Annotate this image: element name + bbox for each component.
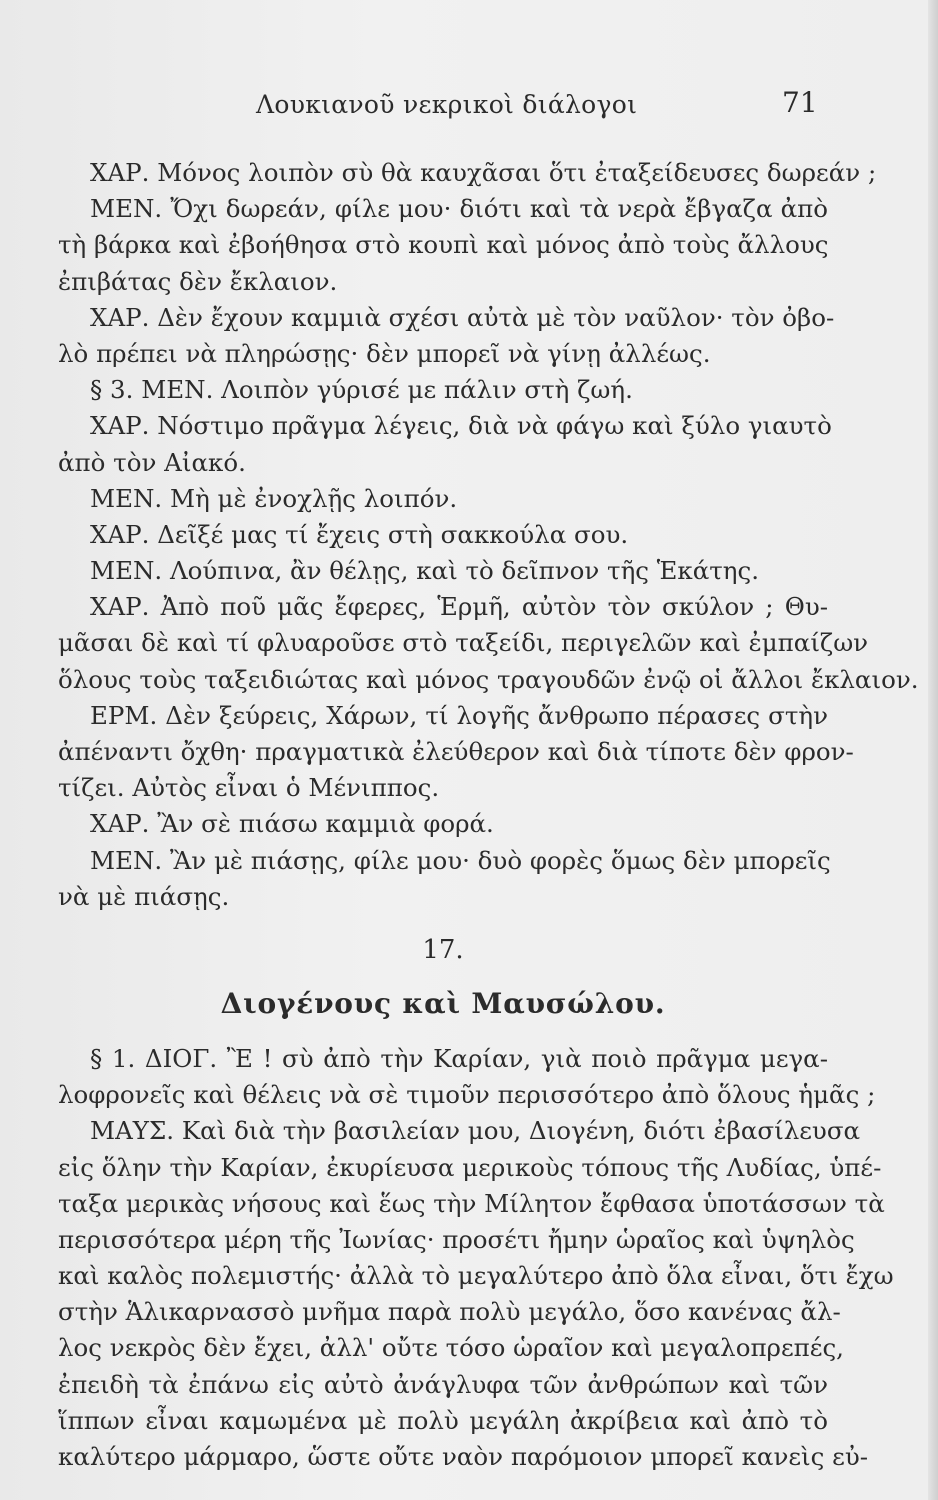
text-line: ΧΑΡ. Νόστιμο πρᾶγμα λέγεις, διὰ νὰ φάγω καὶ ξύλο γιαυτὸ — [90, 411, 832, 441]
text-line: στὴν Ἁλικαρνασσὸ μνῆμα παρὰ πολὺ μεγάλο, ὅσο κανένας ἄλ- — [58, 1297, 841, 1327]
text-line: ἵππων εἶναι καμωμένα μὲ πολὺ μεγάλη ἀκρίβεια καὶ ἀπὸ τὸ — [58, 1405, 828, 1435]
text-line: ΜΑΥΣ. Καὶ διὰ τὴν βασιλείαν μου, Διογένη, διότι ἐβασίλευσα — [90, 1116, 861, 1146]
page-number: 71 — [782, 86, 818, 119]
text-line: νὰ μὲ πιάσῃς. — [58, 881, 230, 911]
text-line: μᾶσαι δὲ καὶ τί φλυαροῦσε στὸ ταξείδι, περιγελῶν καὶ ἐμπαίζων — [58, 628, 869, 658]
text-line: ΜΕΝ. Ἂν μὲ πιάσῃς, φίλε μου· δυὸ φορὲς ὅμως δὲν μπορεῖς — [90, 845, 831, 875]
text-line: ΧΑΡ. Ἀπὸ ποῦ μᾶς ἔφερες, Ἑρμῆ, αὐτὸν τὸν σκύλον ; Θυ- — [90, 592, 828, 622]
text-line: ΜΕΝ. Λούπινα, ἂν θέλῃς, καὶ τὸ δεῖπνον τῆς Ἑκάτης. — [90, 556, 759, 586]
text-line: λὸ πρέπει νὰ πληρώσῃς· δὲν μπορεῖ νὰ γίνῃ ἀλλέως. — [58, 338, 711, 368]
text-line: ΕΡΜ. Δὲν ξεύρεις, Χάρων, τί λογῆς ἄνθρωπο πέρασες στὴν — [90, 700, 828, 730]
text-line: τίζει. Αὐτὸς εἶναι ὁ Μένιππος. — [58, 773, 440, 803]
text-line: § 3. ΜΕΝ. Λοιπὸν γύρισέ με πάλιν στὴ ζωή. — [90, 375, 633, 405]
text-line: λοφρονεῖς καὶ θέλεις νὰ σὲ τιμοῦν περισσότερο ἀπὸ ὅλους ἡμᾶς ; — [58, 1080, 876, 1110]
page-edge-shadow — [928, 0, 938, 1500]
text-line: καλύτερο μάρμαρο, ὥστε οὔτε ναὸν παρόμοιον μπορεῖ κανεὶς εὐ- — [58, 1442, 869, 1471]
text-line: ΧΑΡ. Μόνος λοιπὸν σὺ θὰ καυχᾶσαι ὅτι ἐταξείδευσες δωρεάν ; — [90, 158, 877, 187]
dialogue-block-17 — [58, 1041, 894, 1475]
text-line: ἀπὸ τὸν Αἰακό. — [58, 447, 246, 477]
text-line: ἐπειδὴ τὰ ἐπάνω εἰς αὐτὸ ἀνάγλυφα τῶν ἀνθρώπων καὶ τῶν — [58, 1369, 828, 1399]
page-body — [58, 155, 919, 1475]
text-line: ΜΕΝ. Μὴ μὲ ἐνοχλῇς λοιπόν. — [90, 483, 458, 513]
chapter-number: 17. — [422, 934, 464, 965]
text-line: ΧΑΡ. Δὲν ἔχουν καμμιὰ σχέσι αὐτὰ μὲ τὸν ναῦλον· τὸν ὀβο- — [90, 302, 835, 332]
text-line: εἰς ὅλην τὴν Καρίαν, ἐκυρίευσα μερικοὺς τόπους τῆς Λυδίας, ὑπέ- — [58, 1152, 882, 1182]
text-line: ἐπιβάτας δὲν ἔκλαιον. — [58, 266, 338, 296]
text-line: ὅλους τοὺς ταξειδιώτας καὶ μόνος τραγουδῶν ἐνῷ οἱ ἄλλοι ἔκλαιον. — [58, 664, 919, 694]
text-line: ἀπέναντι ὄχθη· πραγματικὰ ἐλεύθερον καὶ διὰ τίποτε δὲν φρον- — [58, 737, 854, 766]
text-line: ΧΑΡ. Ἂν σὲ πιάσω καμμιὰ φορά. — [90, 809, 494, 839]
text-line: καὶ καλὸς πολεμιστής· ἀλλὰ τὸ μεγαλύτερο ἀπὸ ὅλα εἶναι, ὅτι ἔχω — [58, 1261, 894, 1291]
text-line: ΧΑΡ. Δεῖξέ μας τί ἔχεις στὴ σακκούλα σου. — [90, 519, 629, 549]
running-title: Λουκιανοῦ νεκρικοὶ διάλογοι — [256, 90, 638, 119]
text-line: λος νεκρὸς δὲν ἔχει, ἀλλ' οὔτε τόσο ὡραῖον καὶ μεγαλοπρεπές, — [58, 1333, 844, 1363]
chapter-title: Διογένους καὶ Μαυσώλου. — [220, 986, 666, 1020]
text-line: ταξα μερικὰς νήσους καὶ ἕως τὴν Μίλητον ἔφθασα ὑποτάσσων τὰ — [58, 1188, 885, 1218]
dialogue-block-16-end — [58, 155, 919, 915]
page-header — [0, 84, 938, 124]
text-line: περισσότερα μέρη τῆς Ἰωνίας· προσέτι ἤμην ὡραῖος καὶ ὑψηλὸς — [58, 1224, 855, 1254]
text-line: τὴ βάρκα καὶ ἐβοήθησα στὸ κουπὶ καὶ μόνος ἀπὸ τοὺς ἄλλους — [58, 230, 829, 260]
text-line: § 1. ΔΙΟΓ. Ἒ ! σὺ ἀπὸ τὴν Καρίαν, γιὰ ποιὸ πρᾶγμα μεγα- — [90, 1043, 828, 1073]
text-line: ΜΕΝ. Ὄχι δωρεάν, φίλε μου· διότι καὶ τὰ νερὰ ἔβγαζα ἀπὸ — [90, 194, 828, 224]
